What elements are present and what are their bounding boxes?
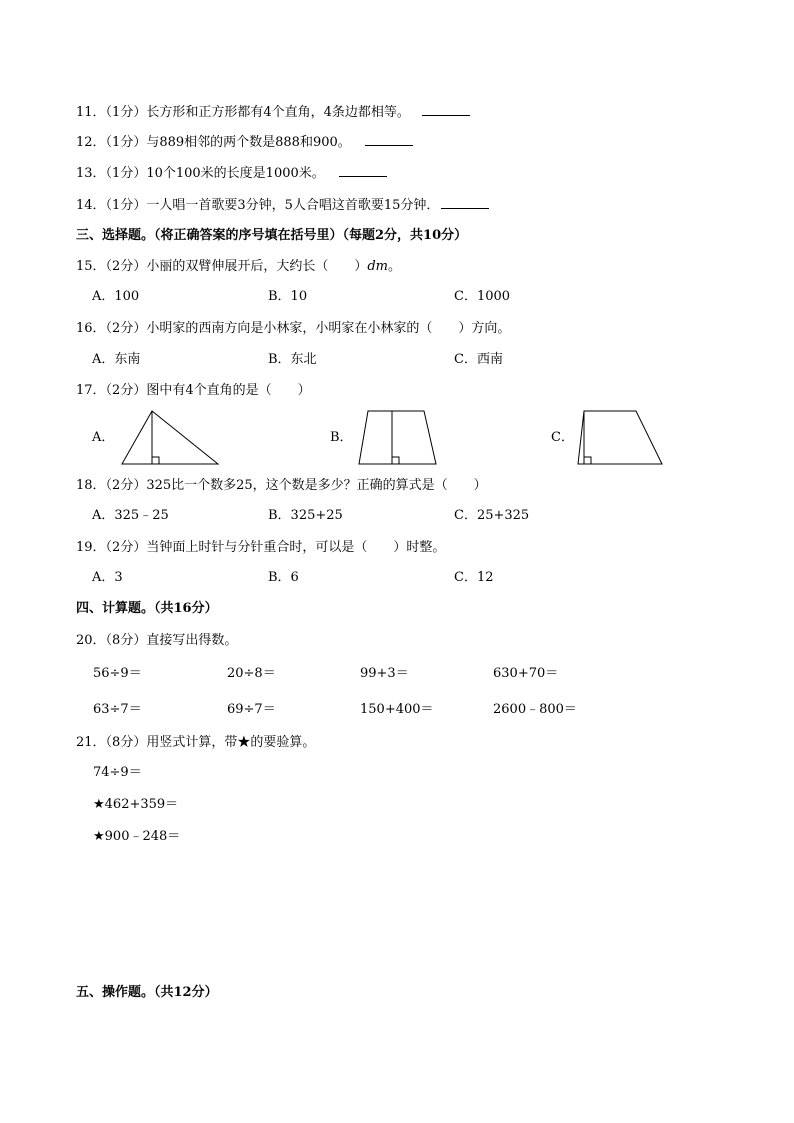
question-20: 20．（8分）直接写出得数。 [76,633,238,648]
unit-label: dm [367,259,388,274]
q19-option-c[interactable]: C．12 [454,570,494,585]
calc-item: 63÷7＝ [93,702,142,717]
figure-a-triangle [118,408,222,468]
question-15-text: 15．（2分）小丽的双臂伸展开后，大约长（ ） [76,259,368,274]
answer-blank[interactable] [339,164,387,177]
vertical-calc-item: ★900﹣248＝ [93,829,181,844]
question-11 [76,103,470,122]
answer-blank[interactable] [441,196,489,209]
q16-option-b[interactable]: B．东北 [268,352,317,367]
q15-option-b[interactable]: B．10 [268,289,308,304]
question-13 [76,164,387,183]
question-13-text: 13．（1分）10个100米的长度是1000米。 [76,166,325,181]
calc-item: 630+70＝ [493,666,559,681]
question-12 [76,133,413,152]
q19-option-b[interactable]: B．6 [268,570,299,585]
q16-option-a[interactable]: A．东南 [92,352,141,367]
calc-item: 99+3＝ [360,666,409,681]
question-12-text: 12．（1分）与889相邻的两个数是888和900。 [76,135,351,150]
calc-item: 69÷7＝ [227,702,276,717]
calc-item: 20÷8＝ [227,666,276,681]
calc-item: 2600﹣800＝ [493,702,577,717]
q18-option-c[interactable]: C．25+325 [454,508,530,523]
q17-option-b[interactable]: B． [330,430,353,445]
question-14-text: 14．（1分）一人唱一首歌要3分钟，5人合唱这首歌要15分钟． [76,198,440,213]
question-19: 19．（2分）当钟面上时针与分针重合时，可以是（ ）时整。 [76,540,446,555]
q15-option-c[interactable]: C．1000 [454,289,511,304]
answer-blank[interactable] [422,103,470,116]
section-5-heading: 五、操作题。（共12分） [76,985,218,1000]
question-21: 21．（8分）用竖式计算，带★的要验算。 [76,735,316,750]
vertical-calc-item: 74÷9＝ [93,765,142,780]
figure-c-right-trapezoid [574,408,668,468]
q17-option-a[interactable]: A． [92,430,115,445]
calc-item: 56÷9＝ [93,666,142,681]
question-14 [76,196,489,215]
section-4-heading: 四、计算题。（共16分） [76,601,218,616]
q19-option-a[interactable]: A．3 [92,570,123,585]
question-17: 17．（2分）图中有4个直角的是（ ） [76,383,311,398]
calc-item: 150+400＝ [360,702,434,717]
question-11-text: 11．（1分）长方形和正方形都有4个直角，4条边都相等。 [76,105,410,120]
question-15-tail: 。 [387,259,401,274]
q17-option-c[interactable]: C． [551,430,574,445]
q15-option-a[interactable]: A．100 [92,289,140,304]
question-18: 18．（2分）325比一个数多25，这个数是多少？正确的算式是（ ） [76,478,487,493]
q16-option-c[interactable]: C．西南 [454,352,503,367]
section-3-heading: 三、选择题。（将正确答案的序号填在括号里）（每题2分，共10分） [76,228,468,243]
figure-b-trapezoid [356,408,440,468]
vertical-calc-item: ★462+359＝ [93,797,179,812]
question-15 [76,258,401,276]
q18-option-b[interactable]: B．325+25 [268,508,343,523]
answer-blank[interactable] [365,133,413,146]
question-16: 16．（2分）小明家的西南方向是小林家，小明家在小林家的（ ）方向。 [76,321,511,336]
q18-option-a[interactable]: A．325﹣25 [92,508,169,523]
